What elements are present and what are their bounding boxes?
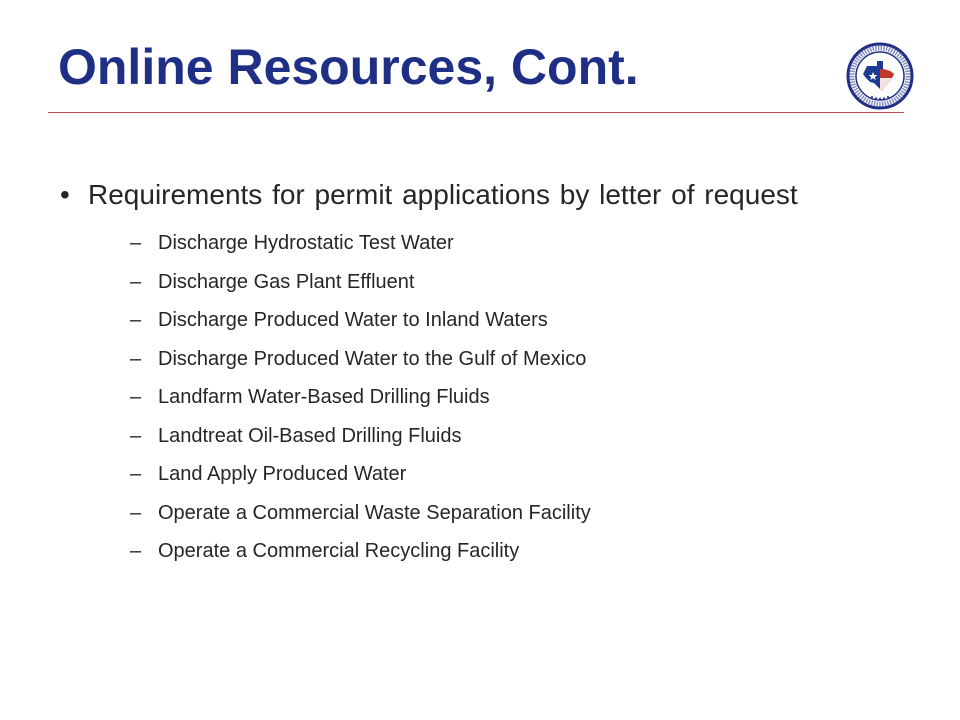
list-item (88, 340, 878, 379)
dash-marker: – (130, 270, 142, 293)
list-item (88, 532, 878, 571)
bullet-marker: • (60, 179, 70, 210)
railroad-commission-of-texas-seal-icon (846, 42, 914, 110)
list-item (88, 378, 878, 417)
list-item (88, 417, 878, 456)
dash-marker: – (130, 540, 142, 562)
title-divider (48, 112, 904, 113)
dash-marker: – (130, 232, 142, 254)
list-item-text: Discharge Produced Water to the Gulf of Mexico (158, 347, 587, 370)
sub-bullet-list (88, 224, 878, 571)
list-item (88, 455, 878, 494)
slide-content (58, 176, 878, 571)
slide-title: Online Resources, Cont. (58, 39, 639, 95)
dash-marker: – (130, 424, 142, 447)
list-item (88, 494, 878, 533)
main-bullet (58, 176, 878, 571)
dash-marker: – (130, 386, 142, 408)
list-item-text: Discharge Hydrostatic Test Water (158, 232, 454, 254)
list-item-text: Discharge Gas Plant Effluent (158, 270, 415, 293)
dash-marker: – (130, 347, 142, 370)
main-bullet-text: Requirements for permit applications by letter of request (88, 179, 798, 210)
list-item-text: Operate a Commercial Recycling Facility (158, 540, 520, 562)
list-item-text: Landtreat Oil-Based Drilling Fluids (158, 424, 462, 447)
list-item (88, 301, 878, 340)
list-item-text: Land Apply Produced Water (158, 463, 407, 485)
list-item (88, 224, 878, 263)
list-item (88, 263, 878, 302)
dash-marker: – (130, 463, 142, 485)
list-item-text: Operate a Commercial Waste Separation Facility (158, 501, 591, 524)
list-item-text: Discharge Produced Water to Inland Waters (158, 309, 548, 331)
list-item-text: Landfarm Water-Based Drilling Fluids (158, 386, 490, 408)
dash-marker: – (130, 309, 142, 331)
dash-marker: – (130, 501, 142, 524)
